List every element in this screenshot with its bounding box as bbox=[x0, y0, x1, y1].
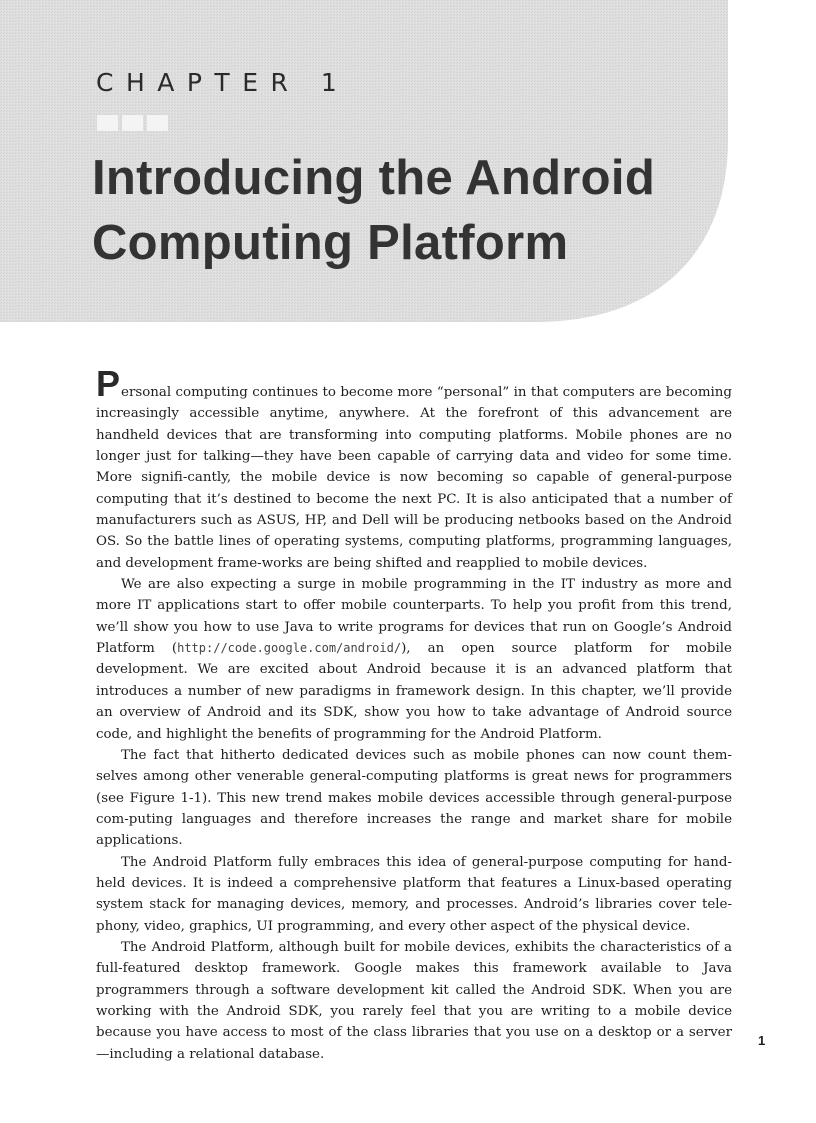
chapter-title-line-2: Computing Platform bbox=[92, 216, 569, 270]
android-url-link[interactable]: http://code.google.com/android/ bbox=[177, 641, 402, 656]
paragraph-1 bbox=[96, 363, 732, 574]
chapter-label: CHAPTER 1 bbox=[96, 68, 350, 97]
drop-cap: P bbox=[96, 363, 121, 404]
chapter-ornament bbox=[97, 115, 168, 131]
paragraph-5: The Android Platform, although built for mobile devices, exhibits the characteristics of a full-featured desktop framework. Google makes this framework available to Java programmers through a software development kit called the Android SDK. When you are working with the Android SDK, you rarely feel that you are writing to a mobile device because you have access to most of the class libraries that you use on a desktop or a server—including a relational database. bbox=[96, 939, 732, 1062]
chapter-title bbox=[92, 146, 655, 276]
paragraph-2 bbox=[96, 574, 732, 745]
ornament-square bbox=[122, 115, 143, 131]
paragraph-1-text: ersonal computing continues to become more “personal” in that computers are becoming increasingly accessible anytime, anywhere. At the forefront of this advancement are handheld devices that are transforming into computing platforms. Mobile phones are no longer just for talking—they have been capable of carrying data and video for some time. More signifi-cantly, the mobile device is now becoming so capable of general-purpose computing that it’s destined to become the next PC. It is also anticipated that a number of manufacturers such as ASUS, HP, and Dell will be producing netbooks based on the Android OS. So the battle lines of operating systems, computing platforms, programming languages, and development frame-works are being shifted and reapplied to mobile devices. bbox=[96, 385, 732, 571]
chapter-body bbox=[96, 363, 732, 1065]
paragraph-4: The Android Platform fully embraces this idea of general-purpose computing for hand-held devices. It is indeed a comprehensive platform that features a Linux-based operating system stack for managing devices, memory, and processes. Android’s libraries cover tele-phony, video, graphics, UI programming, and every other aspect of the physical device. bbox=[96, 854, 732, 934]
page-number: 1 bbox=[758, 1033, 766, 1048]
ornament-square bbox=[147, 115, 168, 131]
paragraph-2-text-a: We are also expecting a surge in mobile programming in the IT industry as more and more IT applications start to offer mobile counterparts. To help you profit from this trend, we’ll show you how to use Java to write programs for devices that run on Google’s Android Platform ( bbox=[96, 577, 732, 657]
paragraph-3: The fact that hitherto dedicated devices such as mobile phones can now count them-selves among other venerable general-computing platforms is great news for programmers (see Figure 1-1). This new trend makes mobile devices accessible through general-purpose com-puting languages and therefore increases the range and market share for mobile applications. bbox=[96, 747, 732, 849]
ornament-square bbox=[97, 115, 118, 131]
chapter-title-line-1: Introducing the Android bbox=[92, 151, 656, 205]
paragraph-2-text-b: ), an open source platform for mobile development. We are excited about Android because it is an advanced platform that introduces a number of new paradigms in framework design. In this chapter, we’ll provide an overview of Android and its SDK, show you how to take advantage of Android source code, and highlight the benefits of programming for the Android Platform. bbox=[96, 641, 732, 742]
